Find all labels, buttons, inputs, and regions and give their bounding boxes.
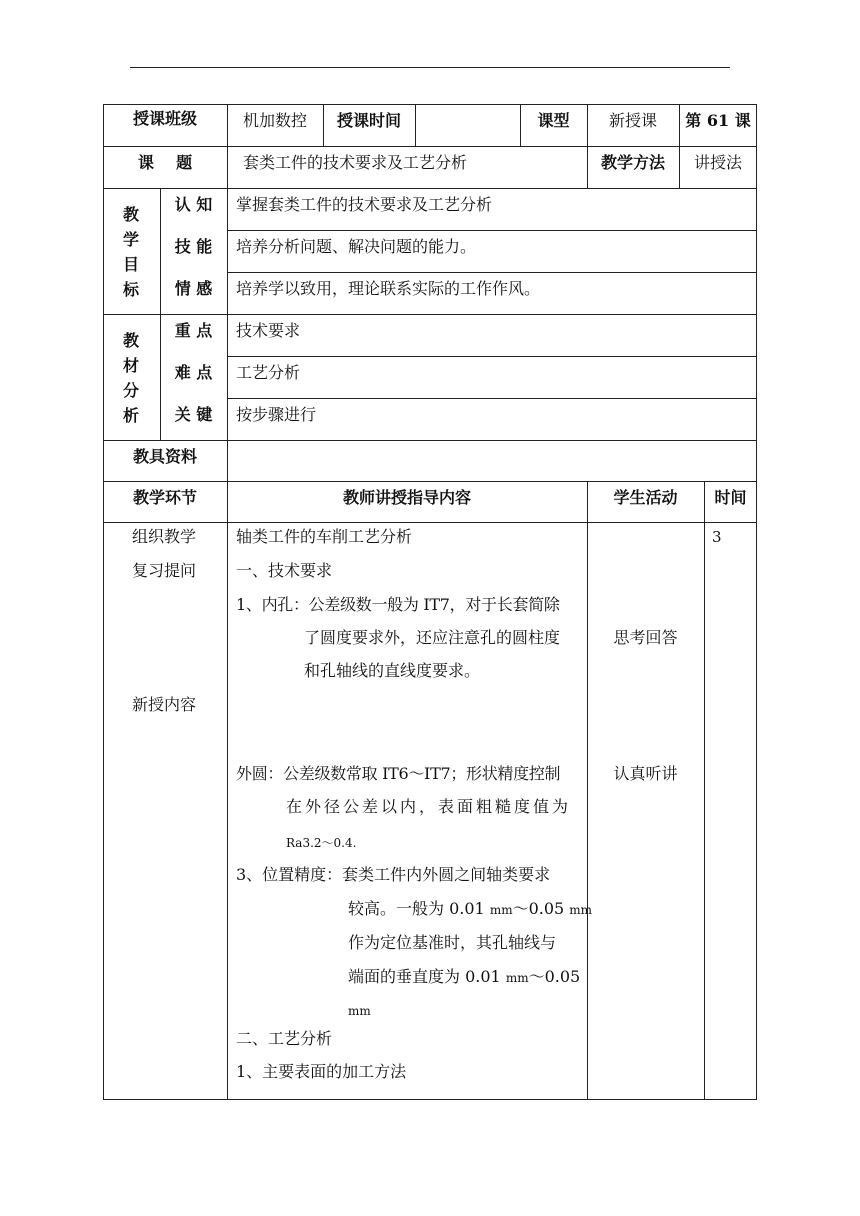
objective-value-cognition: 掌握套类工件的技术要求及工艺分析 xyxy=(236,195,493,214)
content-line: 和孔轴线的直线度要求。 xyxy=(304,661,481,680)
material-value-key: 按步骤进行 xyxy=(236,405,317,424)
objectives-group-label: 教 学 目 标 xyxy=(122,205,139,299)
lesson-number: 第 61 课 xyxy=(685,111,751,130)
stage-organize: 组织教学 xyxy=(132,527,197,546)
material-value-key-point: 技术要求 xyxy=(236,321,301,340)
content-line: 在外径公差以内，表面粗糙度值为 xyxy=(286,797,572,816)
stage-review: 复习提问 xyxy=(132,561,197,580)
content-line: 了圆度要求外，还应注意孔的圆柱度 xyxy=(304,628,561,647)
header-rule xyxy=(130,67,730,68)
material-label-difficulty: 难 点 xyxy=(174,363,213,382)
content-line: 1、内孔：公差级数一般为 IT7，对于长套简除 xyxy=(236,595,560,614)
column-header-time: 时间 xyxy=(714,488,747,507)
materials-group-label: 教 材 分 析 xyxy=(122,331,139,425)
class-label: 授课班级 xyxy=(132,109,197,128)
objective-label-skill: 技 能 xyxy=(174,237,213,256)
objective-value-emotion: 培养学以致用，理论联系实际的工作作风。 xyxy=(236,279,541,298)
objective-value-skill: 培养分析问题、解决问题的能力。 xyxy=(236,237,477,256)
content-line: 外圆：公差级数常取 IT6～IT7；形状精度控制 xyxy=(236,764,561,783)
class-value: 机加数控 xyxy=(242,111,307,130)
lesson-plan-table xyxy=(103,104,757,1100)
content-line: 二、工艺分析 xyxy=(236,1029,333,1048)
content-line: 端面的垂直度为 0.01 mm～0.05 xyxy=(348,967,581,986)
student-activity-think: 思考回答 xyxy=(613,628,678,647)
material-value-difficulty: 工艺分析 xyxy=(236,363,301,382)
stage-new-content: 新授内容 xyxy=(132,695,197,714)
material-label-key: 关 键 xyxy=(174,405,213,424)
student-activity-listen: 认真听讲 xyxy=(613,764,678,783)
time-value-body: 3 xyxy=(712,528,722,546)
material-label-key-point: 重 点 xyxy=(174,321,213,340)
column-header-content: 教师讲授指导内容 xyxy=(342,488,471,507)
objective-label-emotion: 情 感 xyxy=(174,279,213,298)
method-label: 教学方法 xyxy=(600,153,665,172)
type-label: 课型 xyxy=(537,111,570,130)
type-value: 新授课 xyxy=(608,111,657,130)
method-value: 讲授法 xyxy=(693,153,742,172)
objective-label-cognition: 认 知 xyxy=(174,195,213,214)
content-line: Ra3.2～0.4. xyxy=(286,836,357,850)
topic-label: 课 题 xyxy=(137,153,193,172)
content-line: 轴类工件的车削工艺分析 xyxy=(236,527,413,546)
content-line: 1、主要表面的加工方法 xyxy=(236,1062,407,1081)
topic-value: 套类工件的技术要求及工艺分析 xyxy=(243,153,468,172)
column-header-stage: 教学环节 xyxy=(132,488,197,507)
time-label: 授课时间 xyxy=(336,111,401,130)
content-line: 3、位置精度：套类工件内外圆之间轴类要求 xyxy=(236,865,551,884)
column-header-student: 学生活动 xyxy=(613,488,678,507)
content-line: mm xyxy=(348,1004,371,1018)
tools-label: 教具资料 xyxy=(132,447,197,466)
content-line: 作为定位基准时，其孔轴线与 xyxy=(348,933,557,952)
content-line: 较高。一般为 0.01 mm～0.05 mm xyxy=(348,899,593,918)
content-line: 一、技术要求 xyxy=(236,561,333,580)
